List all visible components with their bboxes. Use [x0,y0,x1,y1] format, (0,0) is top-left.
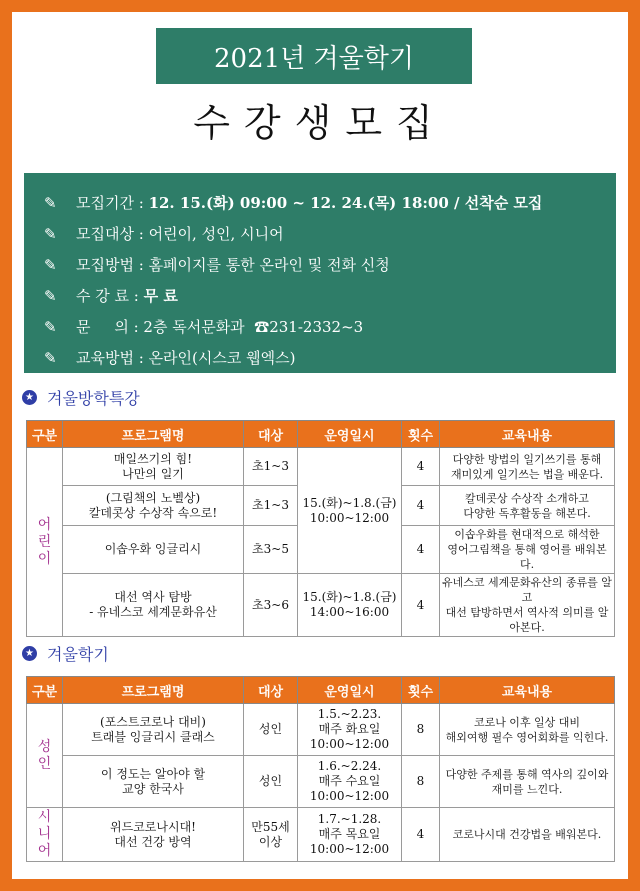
schedule: 15.(화)~1.8.(금) 14:00~16:00 [298,574,402,637]
header-category: 구분 [27,421,63,448]
target: 초1~3 [244,486,298,526]
section-title-winter-vacation [22,386,140,409]
target: 초3~6 [244,574,298,637]
header-count: 횟수 [402,421,440,448]
header-category: 구분 [27,677,63,704]
target: 만55세 이상 [244,808,298,862]
header-program: 프로그램명 [63,421,244,448]
schedule: 1.6.~2.24. 매주 수요일 10:00~12:00 [298,756,402,808]
program-name: 대선 역사 탐방 - 유네스코 세계문화유산 [63,574,244,637]
section-title-text: 겨울방학특강 [47,389,140,408]
program-name: (포스트코로나 대비) 트래블 잉글리시 클래스 [63,704,244,756]
info-value: 온라인(시스코 웹엑스) [148,349,296,367]
info-line [44,187,616,218]
session-count: 4 [402,486,440,526]
info-value: 무 료 [143,287,178,305]
table-header-row [27,677,615,704]
session-count: 4 [402,448,440,486]
pencil-icon: ✎ [44,317,57,336]
course-content: 코로나 이후 일상 대비 해외여행 필수 영어회화를 익힌다. [440,704,615,756]
info-line [44,311,616,342]
info-line [44,249,616,280]
schedule: 15.(화)~1.8.(금) 10:00~12:00 [298,448,402,574]
table-row [27,574,615,637]
session-count: 4 [402,574,440,637]
semester-banner-text: 2021년 겨울학기 [213,43,414,74]
course-content: 다양한 주제를 통해 역사의 깊이와 재미를 느낀다. [440,756,615,808]
info-line [44,218,616,249]
table-header-row [27,421,615,448]
session-count: 4 [402,808,440,862]
pencil-icon: ✎ [44,224,57,243]
table-winter-vacation [26,420,615,637]
header-program: 프로그램명 [63,677,244,704]
info-box [24,173,616,373]
pencil-icon: ✎ [44,286,57,305]
program-name: 이솝우화 잉글리시 [63,526,244,574]
info-label: 모집기간 : [76,194,149,212]
program-name: 이 정도는 알아야 할 교양 한국사 [63,756,244,808]
semester-banner [156,28,472,84]
session-count: 8 [402,756,440,808]
course-content: 코로나시대 건강법을 배워본다. [440,808,615,862]
target: 성인 [244,704,298,756]
star-icon: ★ [22,390,37,405]
info-label: 모집방법 : [76,256,149,274]
schedule: 1.7.~1.28. 매주 목요일 10:00~12:00 [298,808,402,862]
header-target: 대상 [244,677,298,704]
info-value: 홈페이지를 통한 온라인 및 전화 신청 [148,256,390,274]
session-count: 8 [402,704,440,756]
header-count: 횟수 [402,677,440,704]
info-line [44,280,616,311]
info-value: 12. 15.(화) 09:00 ~ 12. 24.(목) 18:00 / [148,194,465,212]
section-title-text: 겨울학기 [47,645,109,664]
info-label: 문 의 : [76,318,144,336]
info-value: 2층 독서문화과 ☎231-2332~3 [143,318,364,336]
table-row [27,448,615,486]
info-label: 수 강 료 : [76,287,144,305]
target: 초3~5 [244,526,298,574]
session-count: 4 [402,526,440,574]
info-highlight: 선착순 모집 [464,194,543,212]
target: 초1~3 [244,448,298,486]
pencil-icon: ✎ [44,193,57,212]
pencil-icon: ✎ [44,348,57,367]
program-name: 매일쓰기의 힘! 나만의 일기 [63,448,244,486]
info-label: 모집대상 : [76,225,149,243]
category-senior: 시 니 어 [27,808,63,862]
target: 성인 [244,756,298,808]
program-name: (그림책의 노벨상) 칼데콧상 수상작 속으로! [63,486,244,526]
category-adult: 성 인 [27,704,63,808]
star-icon: ★ [22,646,37,661]
header-target: 대상 [244,421,298,448]
table-row [27,808,615,862]
info-label: 교육방법 : [76,349,149,367]
category-children: 어 린 이 [27,448,63,637]
header-content: 교육내용 [440,677,615,704]
page-title: 수강생모집 [193,101,447,145]
section-title-winter-semester [22,642,109,665]
table-row [27,756,615,808]
table-winter-semester [26,676,615,862]
course-content: 칼데콧상 수상작 소개하고 다양한 독후활동을 해본다. [440,486,615,526]
pencil-icon: ✎ [44,255,57,274]
course-content: 다양한 방법의 일기쓰기를 통해 재미있게 일기쓰는 법을 배운다. [440,448,615,486]
header-content: 교육내용 [440,421,615,448]
table-row [27,704,615,756]
program-name: 위드코로나시대! 대선 건강 방역 [63,808,244,862]
schedule: 1.5.~2.23. 매주 화요일 10:00~12:00 [298,704,402,756]
info-value: 어린이, 성인, 시니어 [148,225,284,243]
info-line [44,342,616,373]
course-content: 이솝우화를 현대적으로 해석한 영어그림책을 통해 영어를 배워본다. [440,526,615,574]
header-schedule: 운영일시 [298,421,402,448]
header-schedule: 운영일시 [298,677,402,704]
course-content: 유네스코 세계문화유산의 종류를 알고 대선 탐방하면서 역사적 의미를 알아본다. [440,574,615,637]
